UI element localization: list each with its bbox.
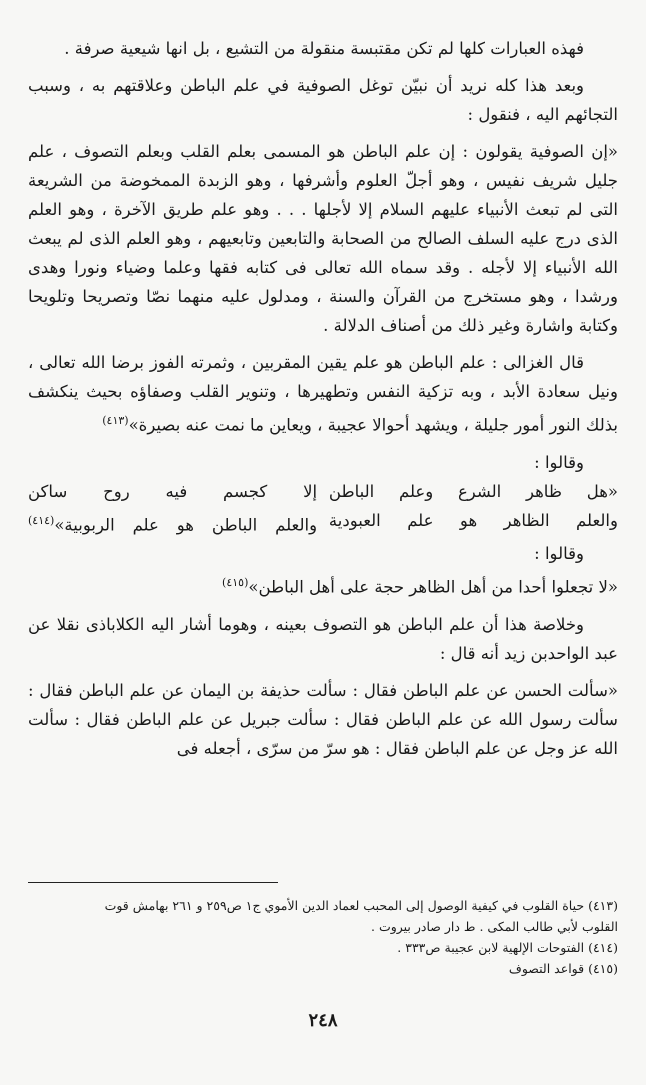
footnote-ref-413: (٤١٣) bbox=[102, 414, 129, 427]
page-number: ٢٤٨ bbox=[308, 1010, 338, 1031]
poem-hemistich-right-1: «هل ظاهر الشرع وعلم الباطن bbox=[328, 481, 618, 501]
footnotes bbox=[28, 895, 618, 979]
paragraph-4 bbox=[28, 348, 618, 440]
paragraph-3-quote: «إن الصوفية يقولون : إن علم الباطن هو المسمى بعلم القلب وبعلم التصوف ، علم جليل شريف نفيس ، وهو أجلّ العلوم وأشرفها ، وهو الزبدة الممخوضة من الشريعة التى لم تبعث الأنبياء عليهم السلام إلا لأجلها . . . وهو علم طريق الآخرة ، وهو العلم الذى درج عليه السلف الصالح من الصحابة والتابعين وتابعيهم ، وهو العلم الذى لم يبعث الله الأنبياء إلا لأجله . وقد سماه الله تعالى فى كتابه فقها وعلما وضياء ونورا وهدى ورشدا ، وهو مستخرج من القرآن والسنة ، ومدلول عليه منهما نصّا وتصريحا وتلويحا وكتابة واشارة وغير ذلك من أصناف الدلالة . bbox=[28, 142, 618, 335]
footnote-divider bbox=[28, 882, 278, 883]
paragraph-5-quote bbox=[28, 568, 618, 602]
poem-hemistich-left-1: إلا كجسم فيه روح ساكن bbox=[28, 481, 318, 501]
footnote-ref-415: (٤١٥) bbox=[222, 576, 249, 589]
said-label-1: وقالوا : bbox=[534, 452, 584, 472]
poem-line-1 bbox=[28, 477, 618, 506]
poem-hemistich-right-2: والعلم الظاهر هو علم العبودية bbox=[328, 510, 618, 530]
paragraph-6: وخلاصة هذا أن علم الباطن هو التصوف بعينه ، وهوما أشار اليه الكلاباذى نقلا عن عبد الواحدبن زيد أنه قال : bbox=[28, 614, 618, 663]
paragraph-1: فهذه العبارات كلها لم تكن مقتبسة منقولة من التشيع ، بل انها شيعية صرفة . bbox=[64, 39, 584, 58]
paragraph-4-text: قال الغزالى : علم الباطن هو علم يقين المقربين ، وثمرته الفوز برضا الله تعالى ، ونيل سعادة الأبد ، وبه تزكية النفس وتطهيرها ، وتنوير القلب وصفاؤه بحيث ينكشف بذلك النور أمور جليلة ، ويشهد أحوالا عجيبة ، ويعاين ما نمت عنه بصيرة» bbox=[28, 353, 618, 435]
poem-hemistich-left-2 bbox=[28, 506, 317, 540]
poem-line-2 bbox=[28, 506, 618, 540]
footnote-415: (٤١٥) قواعد التصوف bbox=[508, 961, 618, 976]
footnote-413-line-2: القلوب لأبي طالب المكى . ط دار صادر بيروت . bbox=[371, 919, 618, 934]
poem-hemistich-left-2-text: والعلم الباطن هو علم الربوبية» bbox=[54, 515, 318, 534]
footnote-ref-414: (٤١٤) bbox=[28, 513, 55, 527]
paragraph-5-text: «لا تجعلوا أحدا من أهل الظاهر حجة على أهل الباطن» bbox=[248, 577, 618, 597]
footnote-413-line-1: (٤١٣) حياة القلوب في كيفية الوصول إلى المحبب لعماد الدين الأموي ج١ ص٢٥٩ و ٢٦١ بهامش قوت bbox=[104, 898, 618, 913]
footnote-414: (٤١٤) الفتوحات الإلهية لابن عجيبة ص٣٣٣ . bbox=[397, 940, 618, 955]
said-label-2: وقالوا : bbox=[534, 544, 584, 563]
main-text bbox=[28, 34, 618, 763]
paragraph-2: وبعد هذا كله نريد أن نبيّن توغل الصوفية في علم الباطن وعلاقتهم به ، وسبب التجائهم اليه ، فنقول : bbox=[28, 76, 618, 124]
paragraph-7-quote: «سألت الحسن عن علم الباطن فقال : سألت حذيفة بن اليمان عن علم الباطن فقال : سألت رسول الله عن علم الباطن فقال : سألت جبريل عن علم الباطن فقال : سألت الله عز وجل عن علم الباطن فقال : هو سرّ من سرّى ، أجعله فى bbox=[28, 680, 618, 758]
